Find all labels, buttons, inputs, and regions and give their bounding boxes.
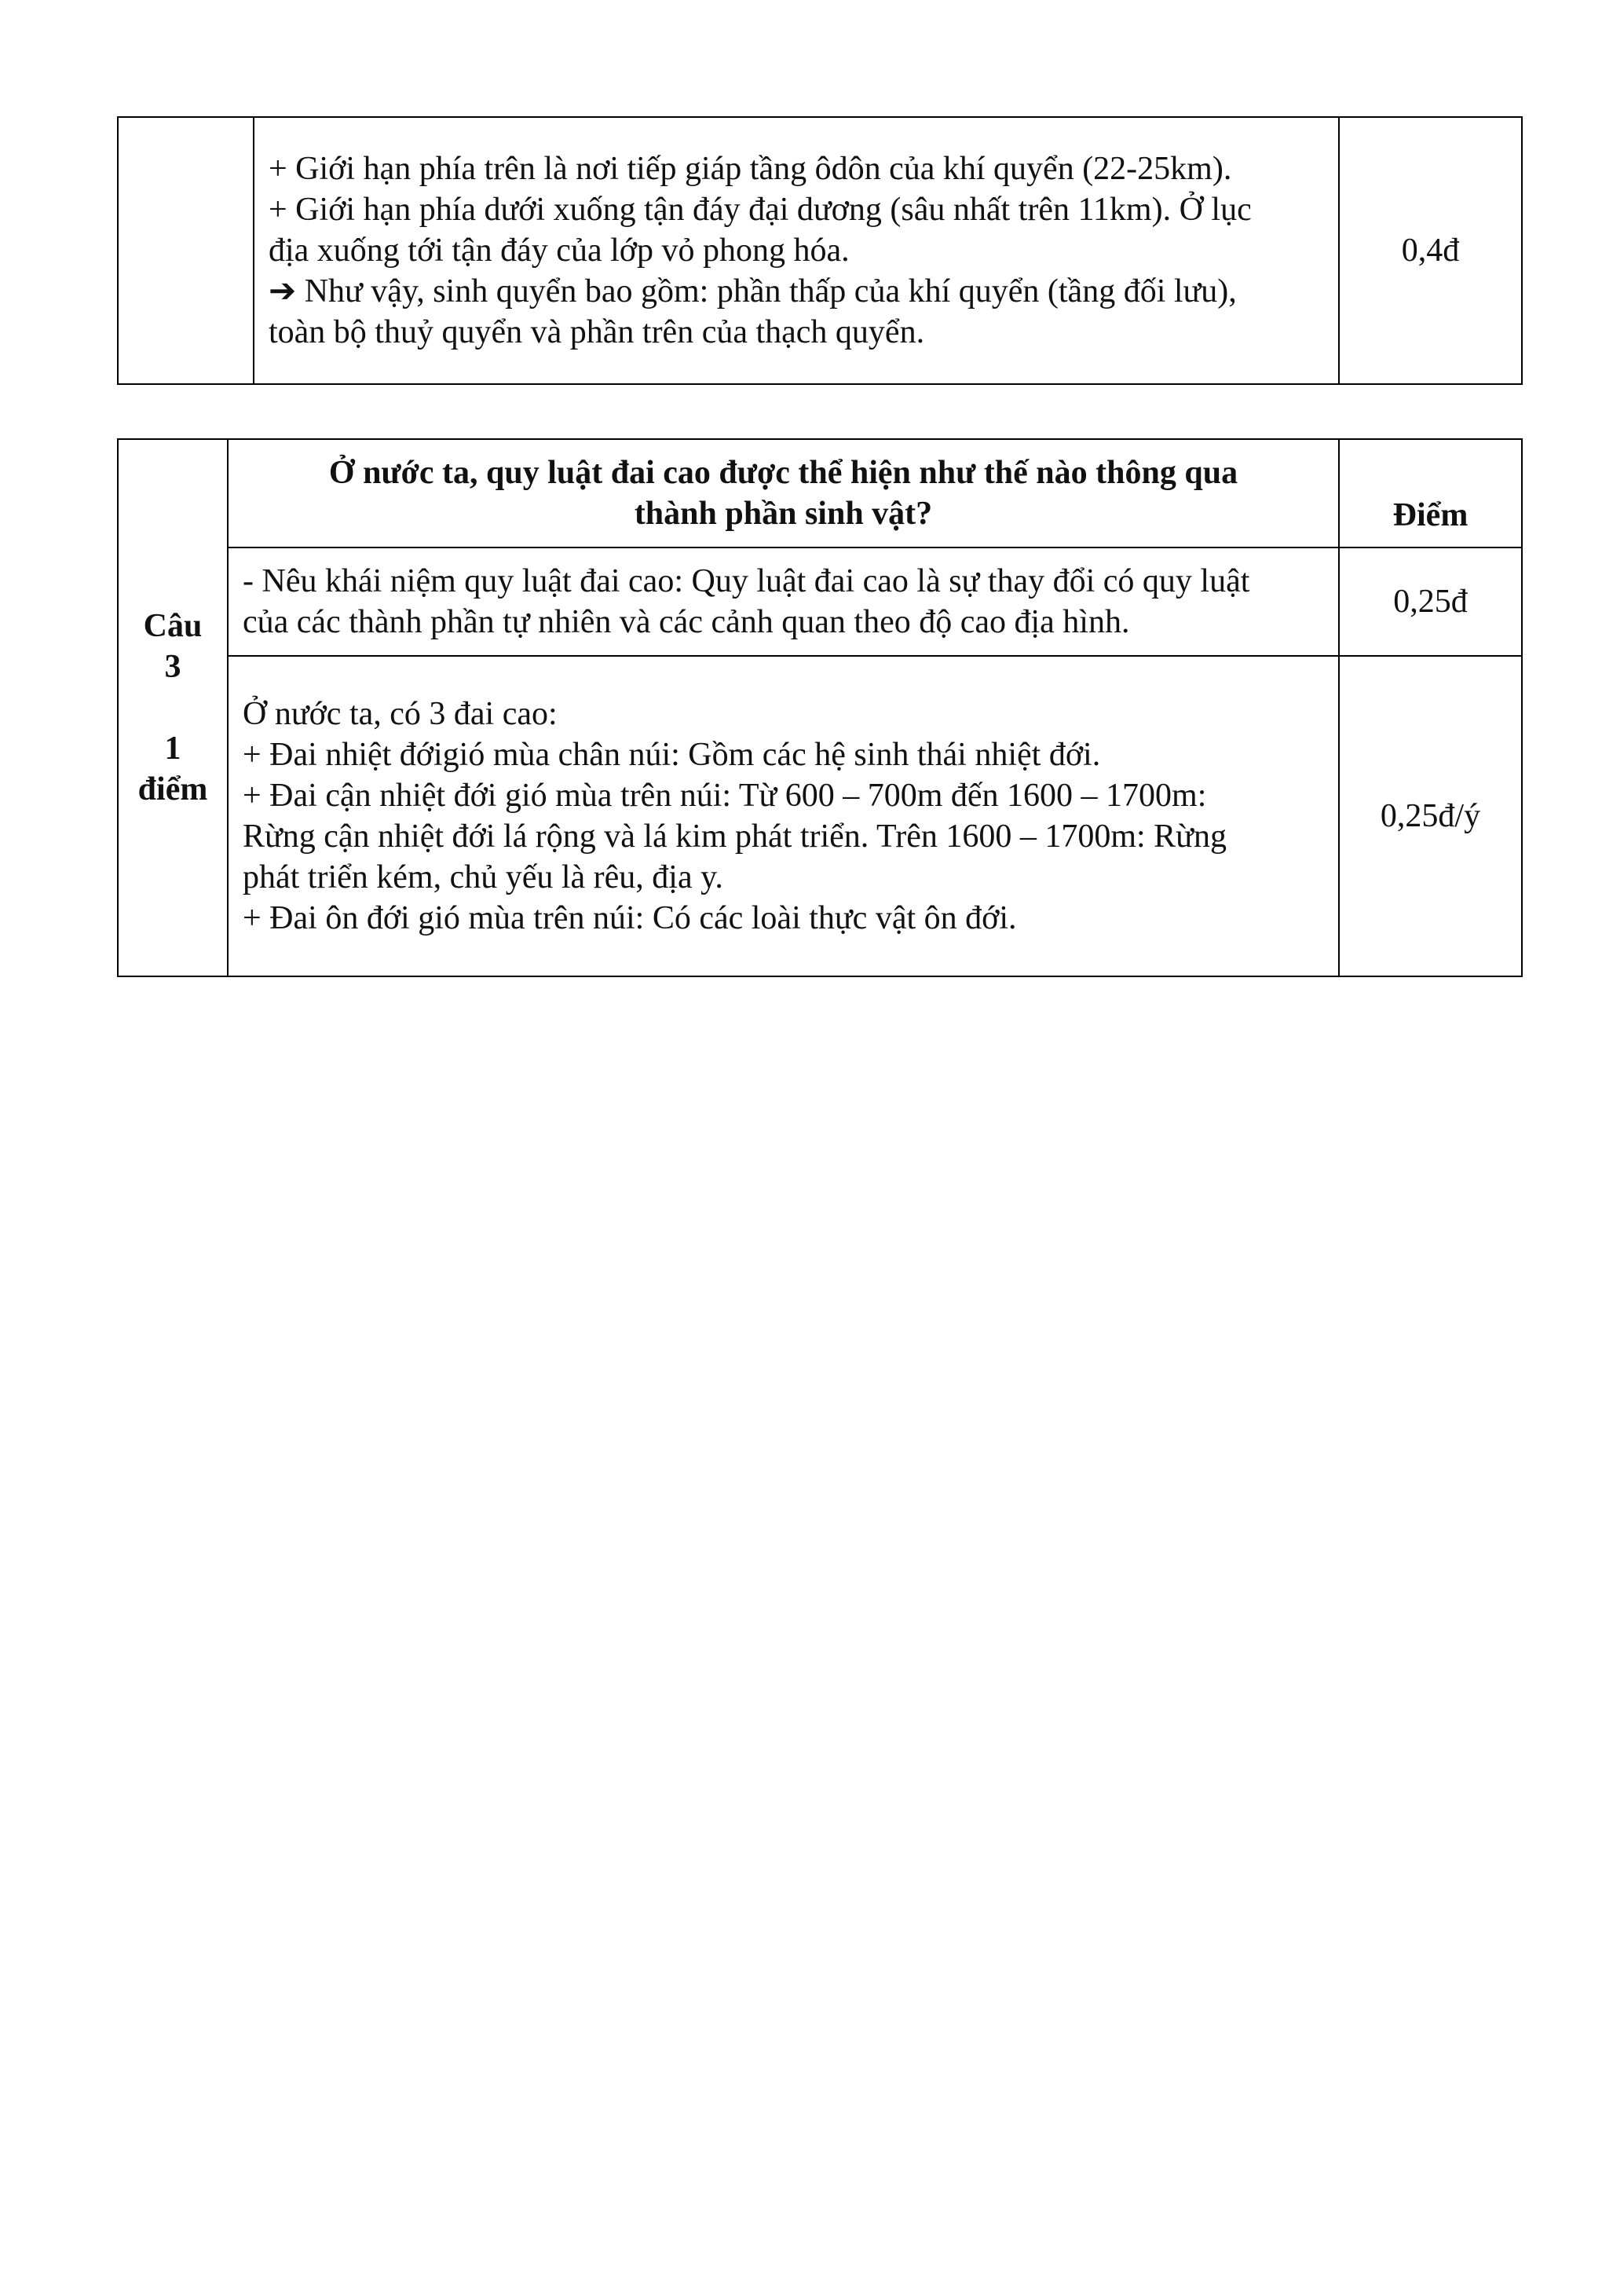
answer-line: toàn bộ thuỷ quyển và phần trên của thạch quyển. [269,314,925,350]
answer-line: Ở nước ta, có 3 đai cao: [243,696,558,732]
points-unit: điểm [137,771,208,807]
answer-content-cell [228,656,1339,976]
score-cell: 0,25đ/ý [1339,656,1522,976]
answer-line: + Giới hạn phía trên là nơi tiếp giáp tầng ôdôn của khí quyển (22-25km). [269,151,1232,187]
right-arrow-icon: ➔ [269,273,297,309]
answer-line: + Đai cận nhiệt đới gió mùa trên núi: Từ 600 – 700m đến 1600 – 1700m: [243,778,1207,814]
answer-line: + Giới hạn phía dưới xuống tận đáy đại dương (sâu nhất trên 11km). Ở lục [269,192,1252,228]
empty-question-cell [118,117,254,384]
question-3-table [117,438,1523,977]
spacer [119,687,227,728]
table-row [118,656,1522,976]
score-header: Điểm [1339,439,1522,547]
question-text-line: Ở nước ta, quy luật đai cao được thể hiện như thế nào thông qua [328,455,1238,491]
score-cell: 0,4đ [1339,117,1522,384]
question-text-line: thành phần sinh vật? [634,496,933,532]
answer-line: + Đai nhiệt đớigió mùa chân núi: Gồm các hệ sinh thái nhiệt đới. [243,737,1101,773]
answer-line: phát triển kém, chủ yếu là rêu, địa y. [243,859,723,895]
score-cell: 0,25đ [1339,547,1522,656]
question-text-cell [228,439,1339,547]
answer-content-cell [228,547,1339,656]
answer-table-continued [117,116,1523,385]
answer-content-cell [254,117,1339,384]
table-row [118,117,1522,384]
answer-line: địa xuống tới tận đáy của lớp vỏ phong hóa. [269,233,850,269]
answer-line: - Nêu khái niệm quy luật đai cao: Quy luật đai cao là sự thay đổi có quy luật [243,563,1250,599]
conclusion-text: Như vậy, sinh quyển bao gồm: phần thấp của khí quyển (tầng đối lưu), [304,273,1237,309]
answer-line: Rừng cận nhiệt đới lá rộng và lá kim phát triển. Trên 1600 – 1700m: Rừng [243,818,1227,855]
question-label: Câu [143,608,203,644]
table-row [118,547,1522,656]
answer-line-conclusion [269,271,1329,312]
question-number-cell [118,439,228,976]
answer-line: + Đai ôn đới gió mùa trên núi: Có các loài thực vật ôn đới. [243,900,1017,936]
question-number: 3 [164,649,181,685]
table-row-header [118,439,1522,547]
points-number: 1 [164,731,181,767]
answer-line: của các thành phần tự nhiên và các cảnh quan theo độ cao địa hình. [243,604,1130,640]
